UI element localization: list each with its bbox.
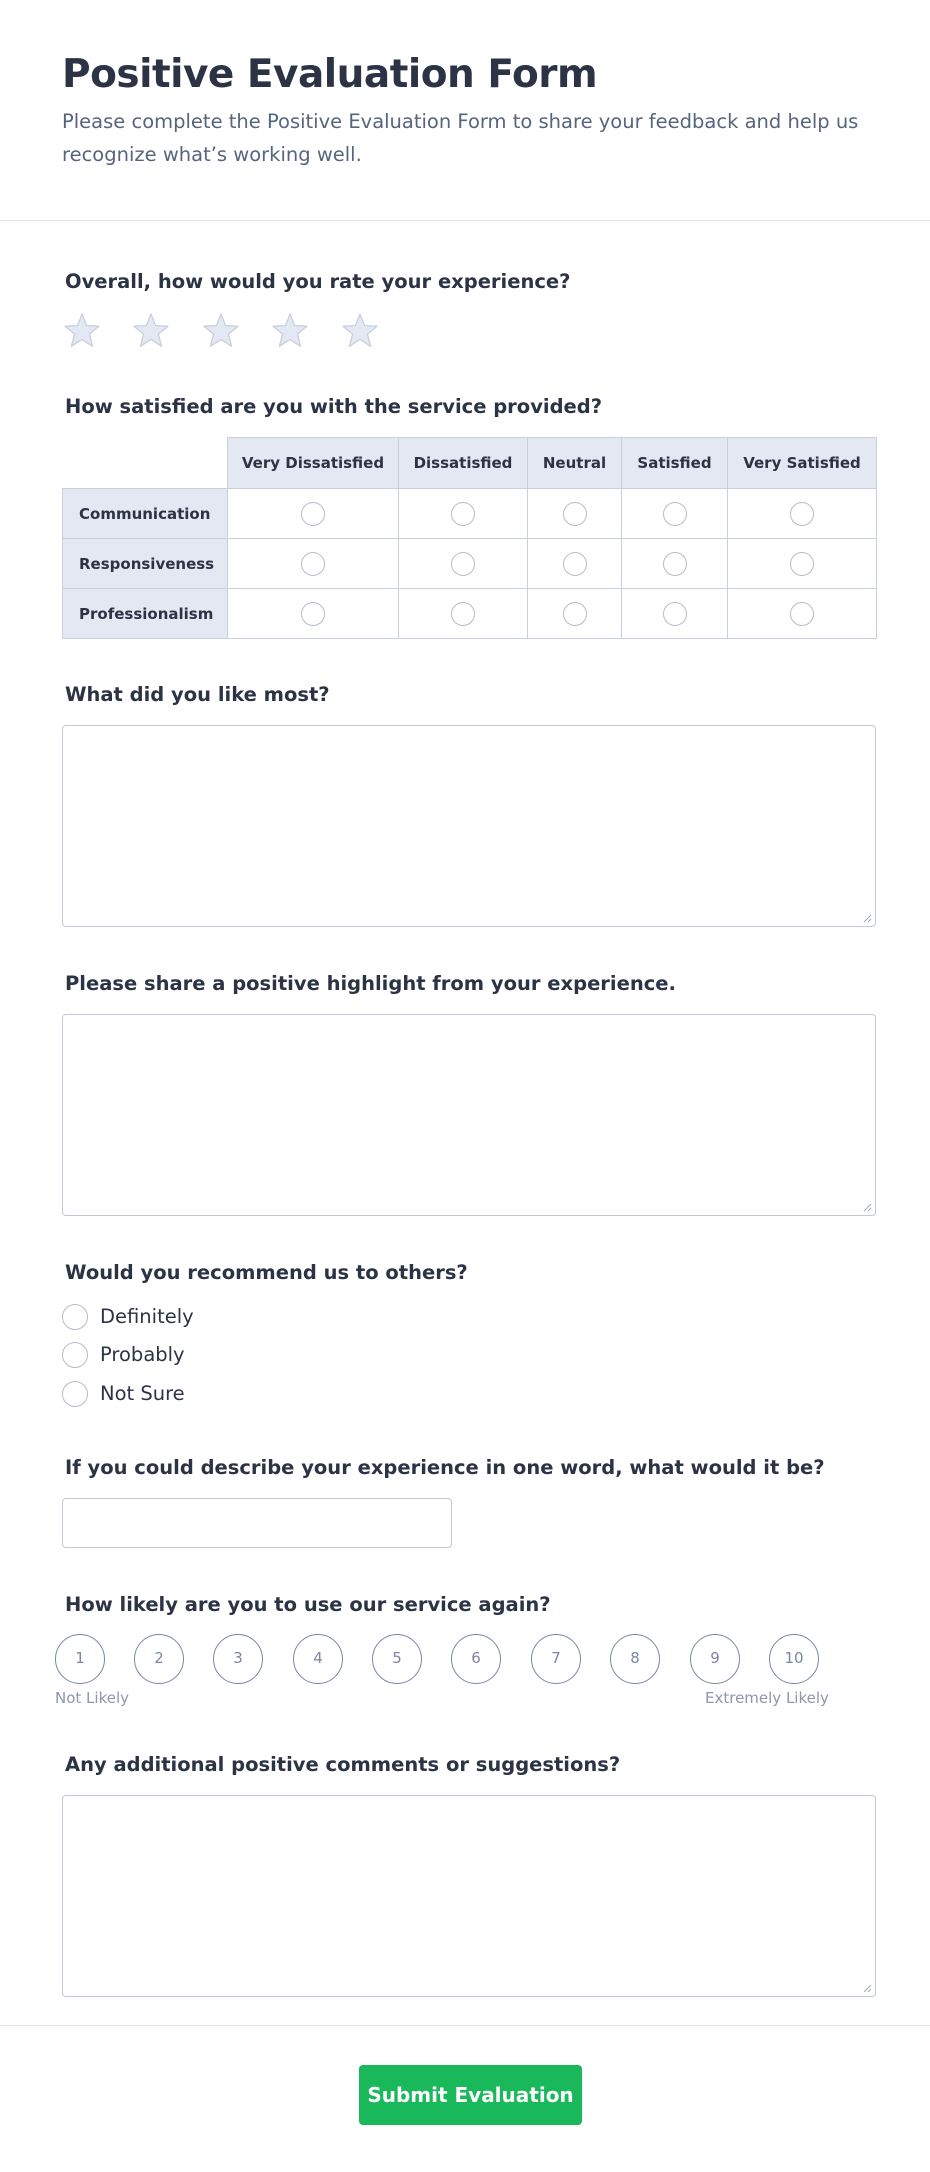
matrix-row [63, 589, 877, 639]
matrix-row-label: Responsiveness [63, 539, 228, 589]
one-word-input[interactable] [62, 1498, 452, 1548]
liked-most-question: What did you like most? [65, 683, 330, 706]
matrix-row-label: Communication [63, 489, 228, 539]
matrix-radio[interactable] [563, 502, 587, 526]
matrix-row-label: Professionalism [63, 589, 228, 639]
resize-grip-icon[interactable] [862, 1983, 872, 1993]
scale-option-10[interactable]: 10 [769, 1634, 819, 1684]
comments-question: Any additional positive comments or suggestions? [65, 1753, 621, 1776]
matrix-cell [728, 589, 877, 639]
matrix-radio[interactable] [563, 602, 587, 626]
highlight-textarea[interactable] [62, 1014, 876, 1216]
matrix-radio[interactable] [790, 502, 814, 526]
scale-option-7[interactable]: 7 [531, 1634, 581, 1684]
matrix-cell [228, 589, 399, 639]
scale-max-label: Extremely Likely [705, 1689, 829, 1707]
scale-option-5[interactable]: 5 [372, 1634, 422, 1684]
scale-min-label: Not Likely [55, 1689, 129, 1707]
matrix-cell [399, 489, 528, 539]
satisfaction-matrix [62, 437, 877, 639]
option-label: Not Sure [100, 1382, 185, 1405]
star-icon[interactable] [340, 311, 380, 351]
radio-button[interactable] [62, 1381, 88, 1407]
matrix-cell [228, 489, 399, 539]
rating-question: Overall, how would you rate your experience? [65, 270, 571, 293]
matrix-radio[interactable] [451, 552, 475, 576]
resize-grip-icon[interactable] [862, 913, 872, 923]
star-icon[interactable] [270, 311, 310, 351]
matrix-column-header: Neutral [528, 438, 622, 489]
matrix-corner [63, 438, 228, 489]
matrix-question: How satisfied are you with the service provided? [65, 395, 603, 418]
highlight-question: Please share a positive highlight from your experience. [65, 972, 676, 995]
matrix-column-header: Dissatisfied [399, 438, 528, 489]
matrix-column-header: Very Dissatisfied [228, 438, 399, 489]
matrix-cell [622, 539, 728, 589]
star-icon[interactable] [131, 311, 171, 351]
matrix-cell [728, 539, 877, 589]
matrix-radio[interactable] [790, 552, 814, 576]
scale-option-4[interactable]: 4 [293, 1634, 343, 1684]
form-header [0, 0, 930, 221]
matrix-radio[interactable] [451, 502, 475, 526]
page-title: Positive Evaluation Form [62, 52, 598, 97]
resize-grip-icon[interactable] [862, 1202, 872, 1212]
submit-button[interactable]: Submit Evaluation [359, 2065, 582, 2125]
star-icon[interactable] [201, 311, 241, 351]
matrix-cell [622, 489, 728, 539]
option-label: Definitely [100, 1305, 194, 1328]
matrix-radio[interactable] [663, 552, 687, 576]
radio-button[interactable] [62, 1304, 88, 1330]
scale-option-6[interactable]: 6 [451, 1634, 501, 1684]
matrix-radio[interactable] [301, 602, 325, 626]
star-icon[interactable] [62, 311, 102, 351]
page-subtitle: Please complete the Positive Evaluation Form to share your feedback and help us recognize what’s working well. [62, 110, 859, 166]
matrix-cell [399, 589, 528, 639]
matrix-cell [728, 489, 877, 539]
recommend-question: Would you recommend us to others? [65, 1261, 468, 1284]
comments-textarea[interactable] [62, 1795, 876, 1997]
radio-button[interactable] [62, 1342, 88, 1368]
matrix-radio[interactable] [663, 502, 687, 526]
matrix-cell [228, 539, 399, 589]
matrix-radio[interactable] [301, 502, 325, 526]
matrix-cell [399, 539, 528, 589]
matrix-column-header: Satisfied [622, 438, 728, 489]
scale-option-3[interactable]: 3 [213, 1634, 263, 1684]
matrix-radio[interactable] [301, 552, 325, 576]
matrix-column-header: Very Satisfied [728, 438, 877, 489]
matrix-row [63, 539, 877, 589]
matrix-radio[interactable] [451, 602, 475, 626]
option-label: Probably [100, 1343, 185, 1366]
scale-option-2[interactable]: 2 [134, 1634, 184, 1684]
scale-option-1[interactable]: 1 [55, 1634, 105, 1684]
matrix-radio[interactable] [663, 602, 687, 626]
scale-option-9[interactable]: 9 [690, 1634, 740, 1684]
matrix-cell [622, 589, 728, 639]
matrix-radio[interactable] [790, 602, 814, 626]
liked-most-textarea[interactable] [62, 725, 876, 927]
matrix-cell [528, 489, 622, 539]
scale-option-8[interactable]: 8 [610, 1634, 660, 1684]
one-word-question: If you could describe your experience in one word, what would it be? [65, 1456, 825, 1479]
likelihood-question: How likely are you to use our service again? [65, 1593, 551, 1616]
matrix-cell [528, 589, 622, 639]
matrix-cell [528, 539, 622, 589]
matrix-row [63, 489, 877, 539]
matrix-radio[interactable] [563, 552, 587, 576]
